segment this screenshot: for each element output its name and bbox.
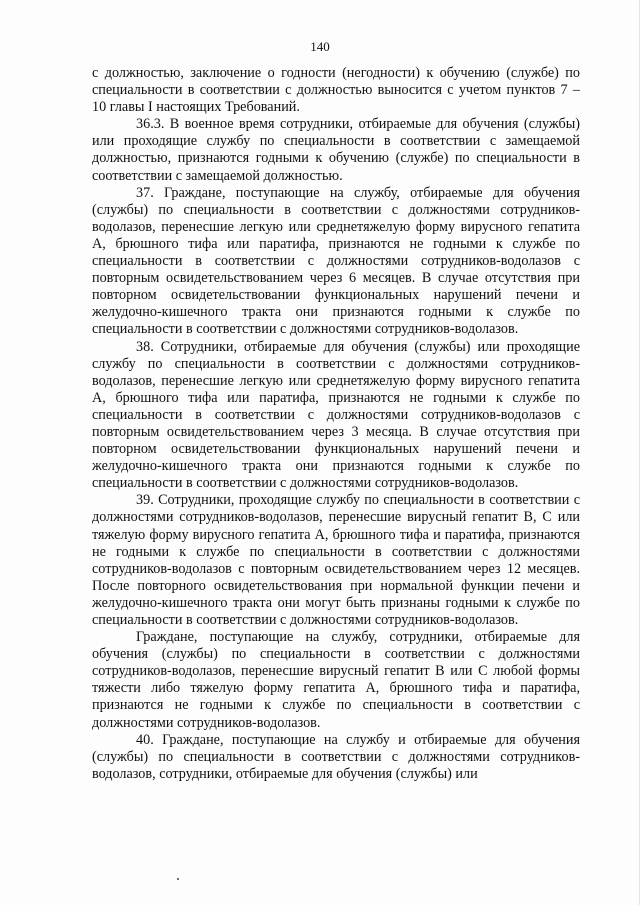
paragraph-36-3: 36.3. В военное время сотрудники, отбираемые для обучения (службы) или проходящие службу по специальности в соответствии с замещаемой должностью, признаются годными к обучению (службе) по специальности в соответствии с замещаемой должностью. [92, 116, 580, 184]
paragraph-continuation: с должностью, заключение о годности (негодности) к обучению (службе) по специальности в соответствии с должностью выносится с учетом пунктов 7 – 10 главы I настоящих Требований. [92, 65, 580, 116]
page-number: 140 [310, 39, 330, 54]
paragraph-39: 39. Сотрудники, проходящие службу по специальности в соответствии с должностями сотрудников-водолазов, перенесшие вирусный гепатит В, С или тяжелую форму вирусного гепатита А, брюшного тифа и паратифа, признаются не годными к службе по специальности в соответствии с должностями сотрудников-водолазов с повторным освидетельствованием через 12 месяцев. После повторного освидетельствования при нормальной функции печени и желудочно-кишечного тракта они могут быть признаны годными к службе по специальности в соответствии с должностями сотрудников-водолазов. [92, 492, 580, 628]
paragraph-39-part-2: Граждане, поступающие на службу, сотрудники, отбираемые для обучения (службы) по специальности в соответствии с должностями сотрудников-водолазов, перенесшие вирусный гепатит В или С любой формы тяжести либо тяжелую форму гепатита А, брюшного тифа и паратифа, признаются не годными к службе по специальности в соответствии с должностями сотрудников-водолазов. [92, 629, 580, 731]
paragraph-38: 38. Сотрудники, отбираемые для обучения (службы) или проходящие службу по специальности в соответствии с должностями сотрудников-водолазов, перенесшие легкую или среднетяжелую форму вирусного гепатита А, брюшного тифа или паратифа, признаются не годными к службе по специальности в соответствии с должностями сотрудников-водолазов с повторным освидетельствованием через 3 месяца. В случае отсутствия при повторном освидетельствовании функциональных нарушений печени и желудочно-кишечного тракта они признаются годными к службе по специальности в соответствии с должностями сотрудников-водолазов. [92, 338, 580, 492]
document-body [92, 65, 580, 783]
paragraph-40: 40. Граждане, поступающие на службу и отбираемые для обучения (службы) по специальности в соответствии с должностями сотрудников-водолазов, сотрудники, отбираемые для обучения (службы) или [92, 731, 580, 782]
scan-speck [177, 878, 179, 880]
paragraph-37: 37. Граждане, поступающие на службу, отбираемые для обучения (службы) по специальности в соответствии с должностями сотрудников-водолазов, перенесшие легкую или среднетяжелую форму вирусного гепатита А, брюшного тифа или паратифа, признаются не годными к службе по специальности в соответствии с должностями сотрудников-водолазов с повторным освидетельствованием через 6 месяцев. В случае отсутствия при повторном освидетельствовании функциональных нарушений печени и желудочно-кишечного тракта они признаются годными к службе по специальности в соответствии с должностями сотрудников-водолазов. [92, 184, 580, 338]
